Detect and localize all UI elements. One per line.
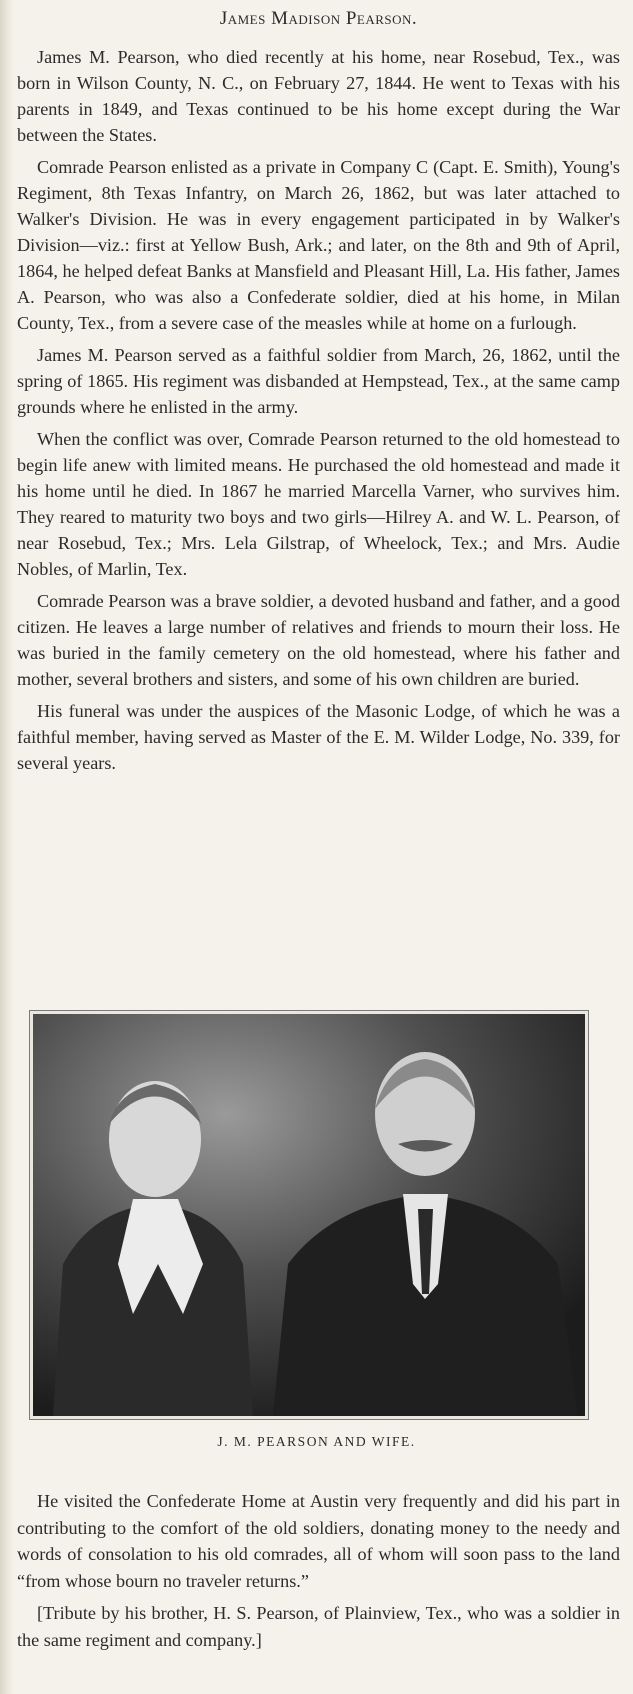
article-body [17,0,620,782]
portrait-photo-frame [29,1010,589,1420]
article-closing [17,1488,620,1659]
paragraph-2: Comrade Pearson enlisted as a private in Company C (Capt. E. Smith), Young's Regiment, 8th Texas Infantry, on March 26, 1862, but was later attached to Walker's Division. He was in every engagement participated in by Walker's Division—viz.: first at Yellow Bush, Ark.; and later, on the 8th and 9th of April, 1864, he helped defeat Banks at Mansfield and Pleasant Hill, La. His father, James A. Pearson, who was also a Confederate soldier, died at his home, in Milan County, Tex., from a severe case of the measles while at home on a furlough. [17,157,620,333]
paragraph-5: Comrade Pearson was a brave soldier, a devoted husband and father, and a good citizen. He leaves a large number of relatives and friends to mourn their loss. He was buried in the family cemetery on the old homestead, where his father and mother, several brothers and sisters, and some of his own children are buried. [17,591,620,689]
paragraph-6: His funeral was under the auspices of the Masonic Lodge, of which he was a faithful member, having served as Master of the E. M. Wilder Lodge, No. 339, for several years. [17,701,620,773]
article-title: James Madison Pearson. [219,8,418,29]
photo-caption: J. M. PEARSON AND WIFE. [217,1434,416,1449]
portrait-illustration [33,1014,585,1416]
paragraph-4: When the conflict was over, Comrade Pearson returned to the old homestead to begin life anew with limited means. He purchased the old homestead and made it his home until he died. In 1867 he married Marcella Varner, who survives him. They reared to maturity two boys and two girls—Hilrey A. and W. L. Pearson, of near Rosebud, Tex.; Mrs. Lela Gilstrap, of Wheelock, Tex.; and Mrs. Audie Nobles, of Marlin, Tex. [17,429,620,579]
woman-face [109,1081,201,1197]
portrait-photo [33,1014,585,1416]
paragraph-3: James M. Pearson served as a faithful soldier from March, 26, 1862, until the spring of 1865. His regiment was disbanded at Hempstead, Tex., at the same camp grounds where he enlisted in the army. [17,345,620,417]
paragraph-1: James M. Pearson, who died recently at his home, near Rosebud, Tex., was born in Wilson County, N. C., on February 27, 1844. He went to Texas with his parents in 1849, and Texas continued to be his home except during the War between the States. [17,47,620,145]
closing-paragraph-2: [Tribute by his brother, H. S. Pearson, of Plainview, Tex., who was a soldier in the same regiment and company.] [17,1603,620,1650]
closing-paragraph-1: He visited the Confederate Home at Austin very frequently and did his part in contributing to the comfort of the old soldiers, donating money to the needy and words of consolation to his old comrades, all of whom will soon pass to the land “from whose bourn no traveler returns.” [17,1491,620,1591]
